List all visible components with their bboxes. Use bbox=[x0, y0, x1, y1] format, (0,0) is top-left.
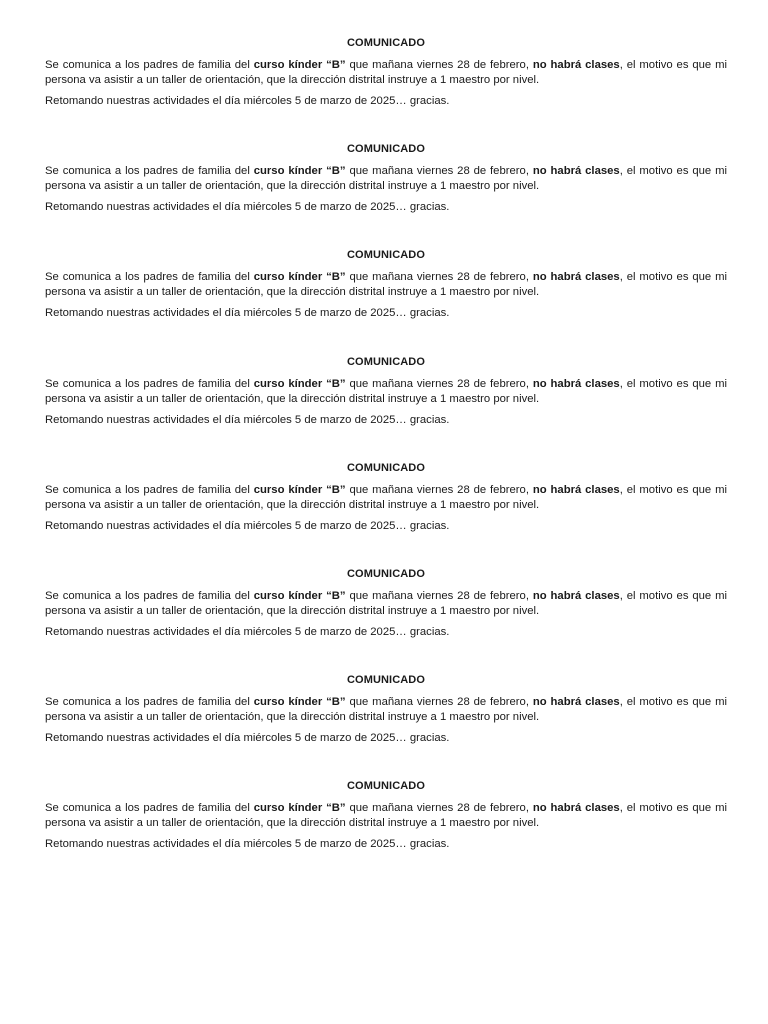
notice-closing: Retomando nuestras actividades el día miércoles 5 de marzo de 2025… gracias. bbox=[45, 519, 450, 532]
notice-block bbox=[45, 249, 727, 355]
notice-title: COMUNICADO bbox=[347, 780, 425, 793]
notice-body-text: , el motivo es que mi persona va asistir a un taller de orientación, que la dirección distrital instruye a 1 maestro por nivel. bbox=[45, 377, 727, 405]
notice-course-name: curso kínder “B” bbox=[253, 483, 346, 496]
notice-body-text: Se comunica a los padres de familia del bbox=[45, 483, 254, 496]
notice-block bbox=[45, 462, 727, 568]
notice-body-text: Se comunica a los padres de familia del bbox=[45, 377, 254, 390]
notice-course-name: curso kínder “B” bbox=[253, 802, 346, 815]
notice-body-text: que mañana viernes 28 de febrero, bbox=[345, 271, 533, 284]
notice-body bbox=[45, 589, 727, 619]
notice-course-name: curso kínder “B” bbox=[253, 696, 346, 709]
notice-body-text: que mañana viernes 28 de febrero, bbox=[345, 59, 533, 71]
notice-closing: Retomando nuestras actividades el día miércoles 5 de marzo de 2025… gracias. bbox=[45, 201, 450, 214]
notice-course-name: curso kínder “B” bbox=[253, 589, 346, 602]
notice-no-classes: no habrá clases bbox=[532, 271, 620, 284]
notice-no-classes: no habrá clases bbox=[532, 802, 620, 815]
notice-body-text: , el motivo es que mi persona va asistir a un taller de orientación, que la dirección distrital instruye a 1 maestro por nivel. bbox=[45, 802, 727, 830]
notice-course-name: curso kínder “B” bbox=[253, 59, 346, 71]
notice-body-text: que mañana viernes 28 de febrero, bbox=[345, 589, 533, 602]
notice-body bbox=[45, 270, 727, 300]
notice-body-text: Se comunica a los padres de familia del bbox=[45, 802, 254, 815]
notice-block bbox=[45, 356, 727, 462]
notice-closing: Retomando nuestras actividades el día miércoles 5 de marzo de 2025… gracias. bbox=[45, 732, 450, 745]
notice-course-name: curso kínder “B” bbox=[253, 377, 346, 390]
notice-body-text: Se comunica a los padres de familia del bbox=[45, 271, 254, 284]
notice-block bbox=[45, 143, 727, 249]
notice-title: COMUNICADO bbox=[347, 567, 425, 580]
notice-closing: Retomando nuestras actividades el día miércoles 5 de marzo de 2025… gracias. bbox=[45, 307, 450, 320]
notice-body-text: , el motivo es que mi persona va asistir a un taller de orientación, que la dirección distrital instruye a 1 maestro por nivel. bbox=[45, 696, 727, 724]
notice-closing: Retomando nuestras actividades el día miércoles 5 de marzo de 2025… gracias. bbox=[45, 95, 450, 107]
notice-no-classes: no habrá clases bbox=[532, 59, 620, 71]
notice-course-name: curso kínder “B” bbox=[253, 271, 346, 284]
notice-body-text: Se comunica a los padres de familia del bbox=[45, 165, 254, 178]
notice-body bbox=[45, 695, 727, 725]
notice-body-text: que mañana viernes 28 de febrero, bbox=[345, 483, 533, 496]
notice-body-text: Se comunica a los padres de familia del bbox=[45, 59, 254, 71]
notice-title: COMUNICADO bbox=[347, 355, 425, 368]
notice-block bbox=[45, 780, 727, 886]
notice-body-text: que mañana viernes 28 de febrero, bbox=[345, 696, 533, 709]
notice-title: COMUNICADO bbox=[347, 249, 425, 262]
notice-block bbox=[45, 674, 727, 780]
notice-body-text: , el motivo es que mi persona va asistir a un taller de orientación, que la dirección distrital instruye a 1 maestro por nivel. bbox=[45, 59, 727, 86]
notice-closing: Retomando nuestras actividades el día miércoles 5 de marzo de 2025… gracias. bbox=[45, 625, 450, 638]
notice-no-classes: no habrá clases bbox=[532, 589, 620, 602]
notice-body-text: Se comunica a los padres de familia del bbox=[45, 589, 254, 602]
notice-body bbox=[45, 377, 727, 407]
notice-title: COMUNICADO bbox=[347, 143, 425, 156]
notice-body bbox=[45, 483, 727, 513]
notice-no-classes: no habrá clases bbox=[532, 165, 620, 178]
notice-body-text: , el motivo es que mi persona va asistir a un taller de orientación, que la dirección distrital instruye a 1 maestro por nivel. bbox=[45, 271, 727, 299]
notice-body bbox=[45, 164, 727, 194]
notice-block bbox=[45, 568, 727, 674]
notice-course-name: curso kínder “B” bbox=[253, 165, 346, 178]
notice-body-text: que mañana viernes 28 de febrero, bbox=[345, 802, 533, 815]
notice-body-text: que mañana viernes 28 de febrero, bbox=[345, 165, 533, 178]
notice-closing: Retomando nuestras actividades el día miércoles 5 de marzo de 2025… gracias. bbox=[45, 413, 450, 426]
notice-title: COMUNICADO bbox=[347, 37, 425, 49]
notice-body-text: Se comunica a los padres de familia del bbox=[45, 696, 254, 709]
notice-block bbox=[45, 37, 727, 143]
notice-body bbox=[45, 801, 727, 831]
notice-title: COMUNICADO bbox=[347, 674, 425, 687]
notice-title: COMUNICADO bbox=[347, 461, 425, 474]
notice-body-text: , el motivo es que mi persona va asistir a un taller de orientación, que la dirección distrital instruye a 1 maestro por nivel. bbox=[45, 589, 727, 617]
notice-body-text: , el motivo es que mi persona va asistir a un taller de orientación, que la dirección distrital instruye a 1 maestro por nivel. bbox=[45, 165, 727, 193]
notice-no-classes: no habrá clases bbox=[532, 696, 620, 709]
notice-body-text: , el motivo es que mi persona va asistir a un taller de orientación, que la dirección distrital instruye a 1 maestro por nivel. bbox=[45, 483, 727, 511]
notice-body-text: que mañana viernes 28 de febrero, bbox=[345, 377, 533, 390]
notice-body bbox=[45, 58, 727, 88]
notice-no-classes: no habrá clases bbox=[532, 377, 620, 390]
notice-no-classes: no habrá clases bbox=[532, 483, 620, 496]
notice-closing: Retomando nuestras actividades el día miércoles 5 de marzo de 2025… gracias. bbox=[45, 838, 450, 851]
document-page bbox=[45, 37, 727, 887]
